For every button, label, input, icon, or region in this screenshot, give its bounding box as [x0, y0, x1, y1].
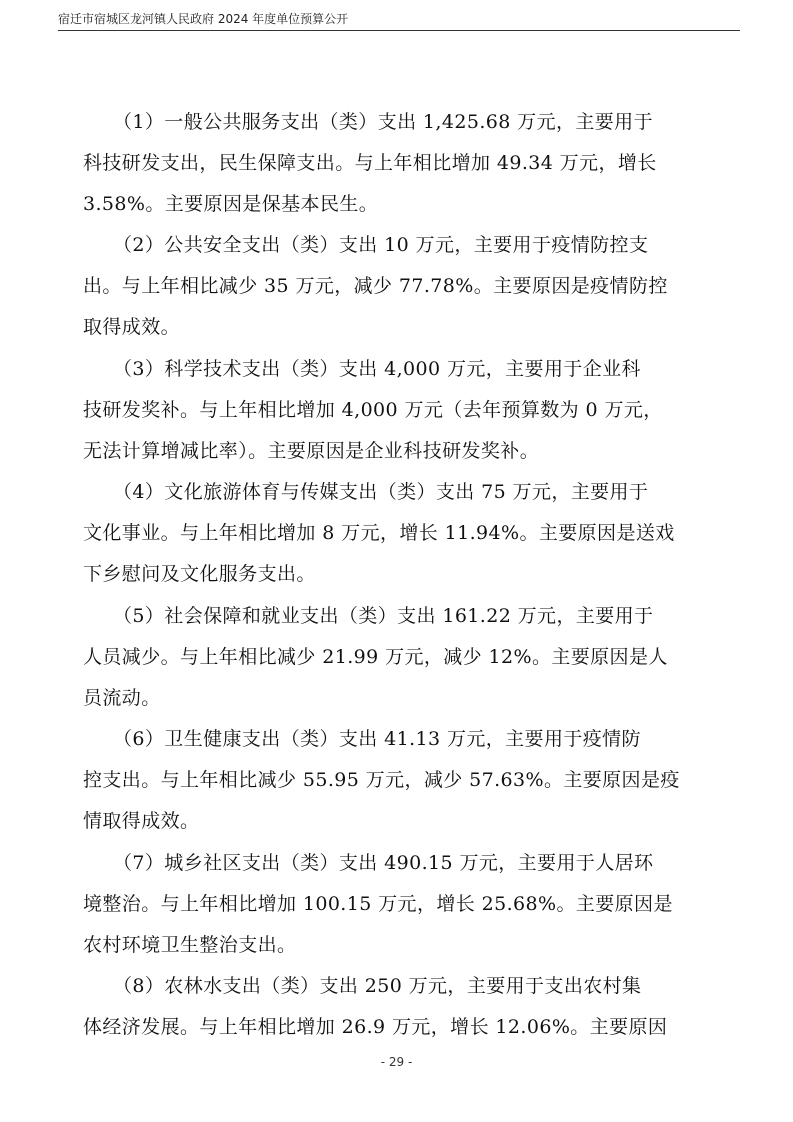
page-number: - 29 - — [380, 1055, 413, 1069]
paragraph-3-line-3: 无法计算增减比率）。主要原因是企业科技研发奖补。 — [83, 440, 540, 462]
paragraph-2-line-3: 取得成效。 — [83, 316, 181, 338]
paragraph-1-line-3: 3.58%。主要原因是保基本民生。 — [83, 193, 379, 215]
page-header — [58, 8, 740, 31]
paragraph-1-line-1: （1）一般公共服务支出（类）支出 1,425.68 万元，主要用于 — [113, 111, 653, 133]
header-title: 宿迁市宿城区龙河镇人民政府 2024 年度单位预算公开 — [58, 12, 349, 26]
paragraph-4-line-1: （4）文化旅游体育与传媒支出（类）支出 75 万元，主要用于 — [113, 481, 649, 503]
paragraph-8-line-2: 体经济发展。与上年相比增加 26.9 万元，增长 12.06%。主要原因 — [83, 1016, 668, 1038]
paragraph-7-line-1: （7）城乡社区支出（类）支出 490.15 万元，主要用于人居环 — [113, 852, 654, 874]
paragraph-6-line-1: （6）卫生健康支出（类）支出 41.13 万元，主要用于疫情防 — [113, 728, 641, 750]
paragraph-1-line-2: 科技研发支出，民生保障支出。与上年相比增加 49.34 万元，增长 — [83, 152, 657, 174]
paragraph-7-line-3: 农村环境卫生整治支出。 — [83, 934, 297, 956]
paragraph-8-line-1: （8）农林水支出（类）支出 250 万元，主要用于支出农村集 — [113, 975, 642, 997]
paragraph-5-line-3: 员流动。 — [83, 687, 161, 709]
paragraph-6-line-2: 控支出。与上年相比减少 55.95 万元，减少 57.63%。主要原因是疫 — [83, 769, 680, 791]
paragraph-6-line-3: 情取得成效。 — [83, 810, 200, 832]
paragraph-7-line-2: 境整治。与上年相比增加 100.15 万元，增长 25.68%。主要原因是 — [83, 893, 673, 915]
paragraph-4-line-2: 文化事业。与上年相比增加 8 万元，增长 11.94%。主要原因是送戏 — [83, 522, 675, 544]
paragraph-3-line-1: （3）科学技术支出（类）支出 4,000 万元，主要用于企业科 — [113, 358, 641, 380]
paragraph-2-line-1: （2）公共安全支出（类）支出 10 万元，主要用于疫情防控支 — [113, 234, 649, 256]
paragraph-2-line-2: 出。与上年相比减少 35 万元，减少 77.78%。主要原因是疫情防控 — [83, 275, 668, 297]
paragraph-5-line-2: 人员减少。与上年相比减少 21.99 万元，减少 12%。主要原因是人 — [83, 646, 668, 668]
paragraph-4-line-3: 下乡慰问及文化服务支出。 — [83, 563, 316, 585]
paragraph-3-line-2: 技研发奖补。与上年相比增加 4,000 万元（去年预算数为 0 万元， — [83, 399, 663, 421]
paragraph-5-line-1: （5）社会保障和就业支出（类）支出 161.22 万元，主要用于 — [113, 605, 654, 627]
